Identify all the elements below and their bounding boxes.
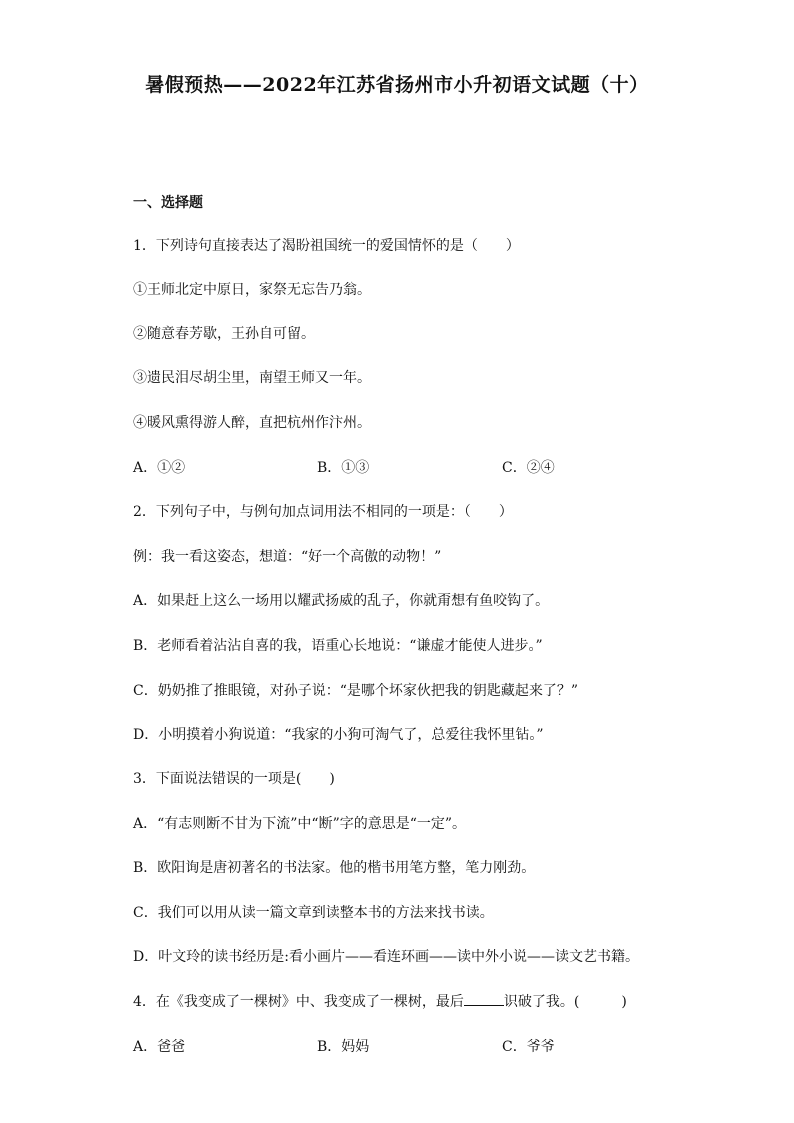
- question-4-stem: [133, 991, 627, 1011]
- question-4-option-b[interactable]: B．妈妈: [317, 1039, 370, 1055]
- question-2-stem: 2．下列句子中，与例句加点词用法不相同的一项是：（ ）: [133, 504, 513, 520]
- question-3-option-a[interactable]: A．“有志则断不甘为下流”中“断”字的意思是“一定”。: [133, 816, 467, 832]
- question-4-option-a[interactable]: A．爸爸: [133, 1039, 186, 1055]
- question-1-item-3: ③遗民泪尽胡尘里，南望王师又一年。: [133, 370, 371, 386]
- question-2-option-d[interactable]: D．小明摸着小狗说道：“我家的小狗可淘气了，总爱往我怀里钻。”: [133, 727, 544, 743]
- question-2-option-c[interactable]: C．奶奶推了推眼镜，对孙子说：“是哪个坏家伙把我的钥匙藏起来了？”: [133, 683, 579, 699]
- question-3-option-b[interactable]: B．欧阳询是唐初著名的书法家。他的楷书用笔方整，笔力刚劲。: [133, 860, 536, 876]
- question-1-option-c[interactable]: C．②④: [502, 460, 555, 476]
- question-3-option-d[interactable]: D．叶文玲的读书经历是:看小画片——看连环画——读中外小说——读文艺书籍。: [133, 949, 639, 965]
- question-4-option-c[interactable]: C．爷爷: [502, 1039, 555, 1055]
- question-2-option-a[interactable]: A．如果赶上这么一场用以耀武扬威的乱子，你就甭想有鱼咬钩了。: [133, 593, 550, 609]
- question-2-option-b[interactable]: B．老师看着沾沾自喜的我，语重心长地说：“谦虚才能使人进步。”: [133, 638, 543, 654]
- question-3-option-c[interactable]: C．我们可以用从读一篇文章到读整本书的方法来找书读。: [133, 905, 494, 921]
- question-1-option-b[interactable]: B．①③: [317, 460, 370, 476]
- question-3-stem: 3．下面说法错误的一项是( ): [133, 771, 335, 787]
- question-4-blank[interactable]: [464, 993, 504, 1006]
- question-1-item-1: ①王师北定中原日，家祭无忘告乃翁。: [133, 282, 371, 298]
- question-4-stem-after: 识破了我。( ): [503, 994, 627, 1010]
- question-2-example: 例：我一看这姿态，想道：“好一个高傲的动物！”: [133, 549, 442, 565]
- question-1-stem: 1．下列诗句直接表达了渴盼祖国统一的爱国情怀的是（ ）: [133, 238, 520, 254]
- page-title: 暑假预热——2022年江苏省扬州市小升初语文试题（十）: [145, 74, 649, 96]
- question-4-stem-before: 4．在《我变成了一棵树》中、我变成了一棵树，最后: [133, 994, 464, 1010]
- question-1-item-4: ④暖风熏得游人醉，直把杭州作汴州。: [133, 415, 371, 431]
- question-1-item-2: ②随意春芳歇，王孙自可留。: [133, 326, 315, 342]
- question-1-option-a[interactable]: A．①②: [133, 460, 186, 476]
- section-heading: 一、选择题: [133, 195, 203, 211]
